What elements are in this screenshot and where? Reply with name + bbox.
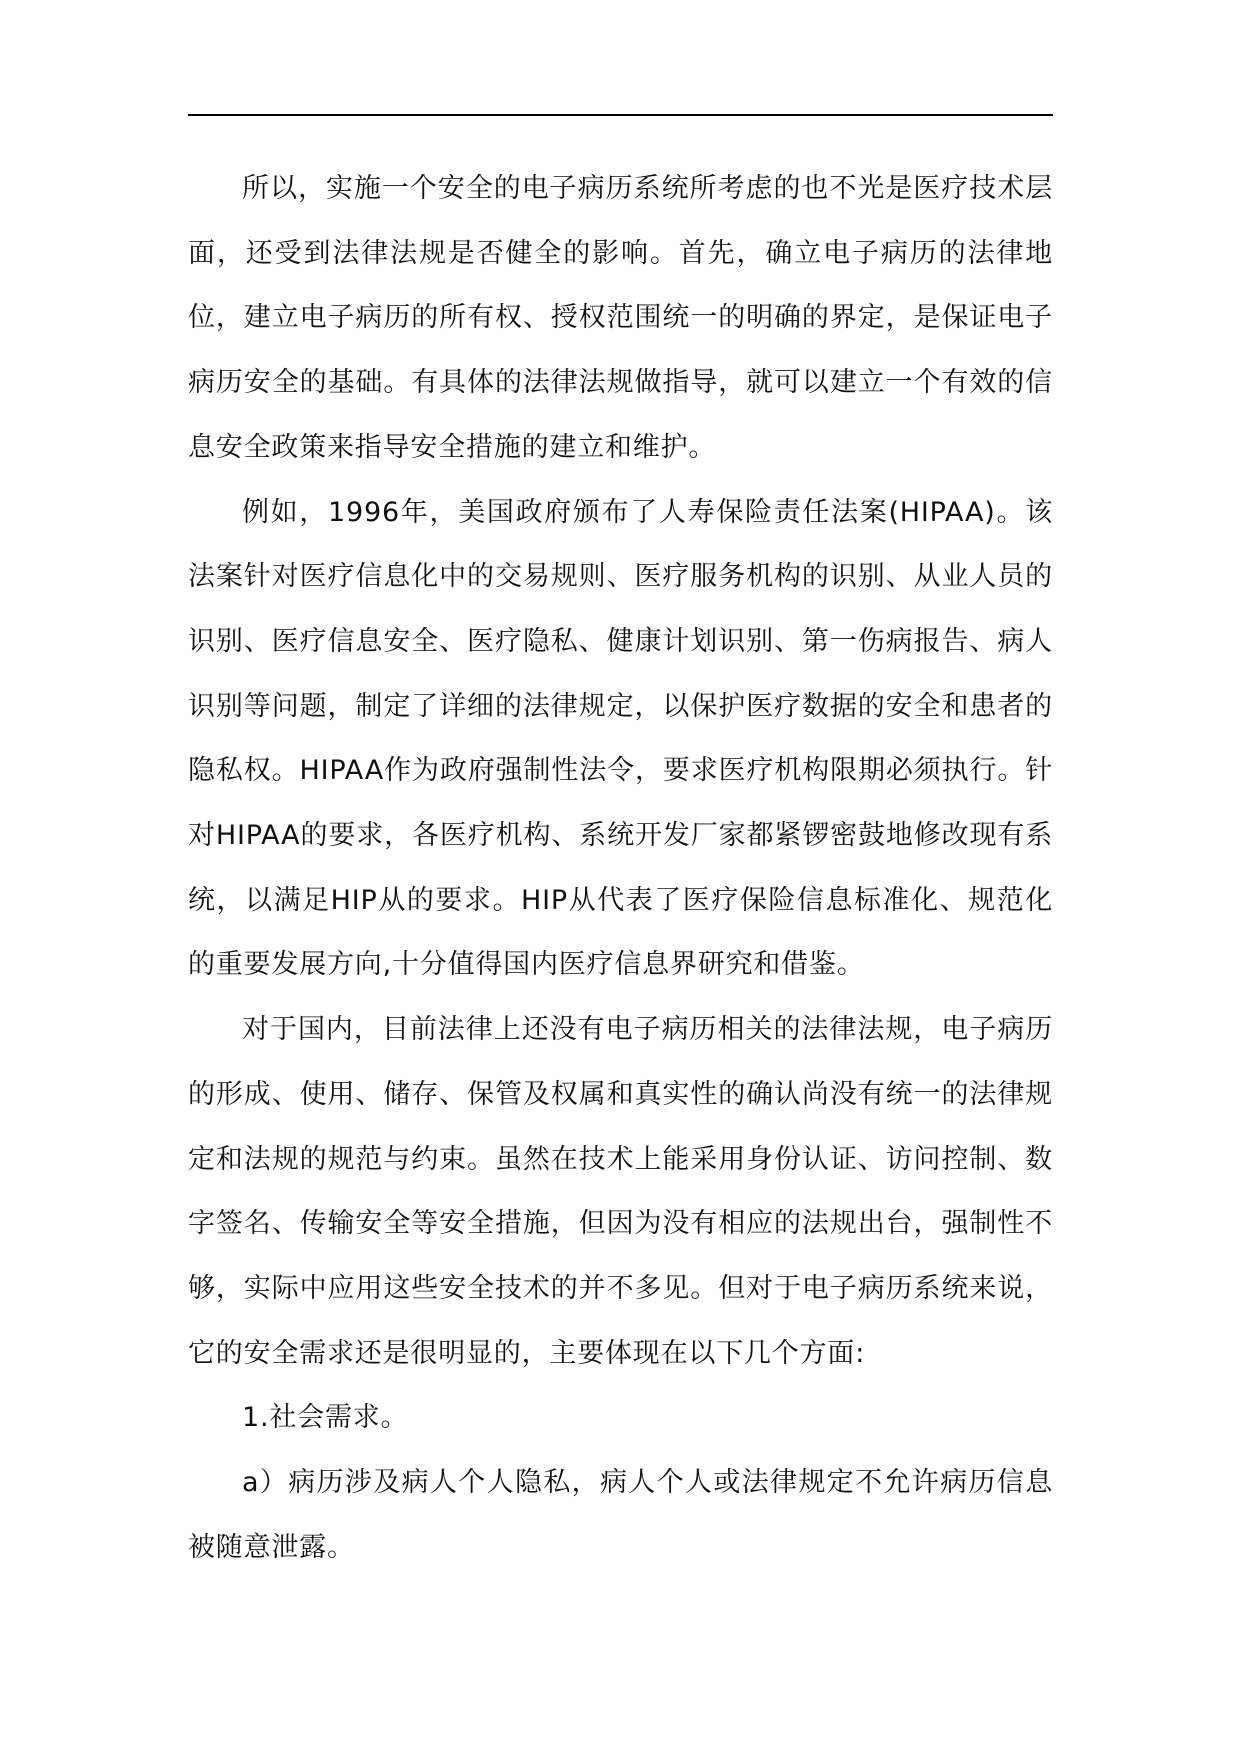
section-heading: 1.社会需求。 [242,1402,409,1434]
paragraph: 所以，实施一个安全的电子病历系统所考虑的也不光是医疗技术层面，还受到法律法规是否健全的影响。首先，确立电子病历的法律地位，建立电子病历的所有权、授权范围统一的明确的界定，是保证电子病历安全的基础。有具体的法律法规做指导，就可以建立一个有效的信息安全政策来指导安全措施的建立和维护。 [188,173,1053,463]
list-item: a）病历涉及病人个人隐私，病人个人或法律规定不允许病历信息被随意泄露。 [188,1467,1053,1563]
header-rule [188,114,1053,116]
paragraph: 对于国内，目前法律上还没有电子病历相关的法律法规，电子病历的形成、使用、储存、保管及权属和真实性的确认尚没有统一的法律规定和法规的规范与约束。虽然在技术上能采用身份认证、访问控制、数字签名、传输安全等安全措施，但因为没有相应的法规出台，强制性不够，实际中应用这些安全技术的并不多见。但对于电子病历系统来说，它的安全需求还是很明显的，主要体现在以下几个方面: [188,1014,1053,1369]
document-body [188,157,1053,1580]
paragraph: 例如，1996年，美国政府颁布了人寿保险责任法案(HIPAA)。该法案针对医疗信息化中的交易规则、医疗服务机构的识别、从业人员的识别、医疗信息安全、医疗隐私、健康计划识别、第一伤病报告、病人识别等问题，制定了详细的法律规定，以保护医疗数据的安全和患者的隐私权。HIPAA作为政府强制性法令，要求医疗机构限期必须执行。针对HIPAA的要求，各医疗机构、系统开发厂家都紧锣密鼓地修改现有系统，以满足HIP从的要求。HIP从代表了医疗保险信息标准化、规范化的重要发展方向,十分值得国内医疗信息界研究和借鉴。 [188,496,1053,981]
